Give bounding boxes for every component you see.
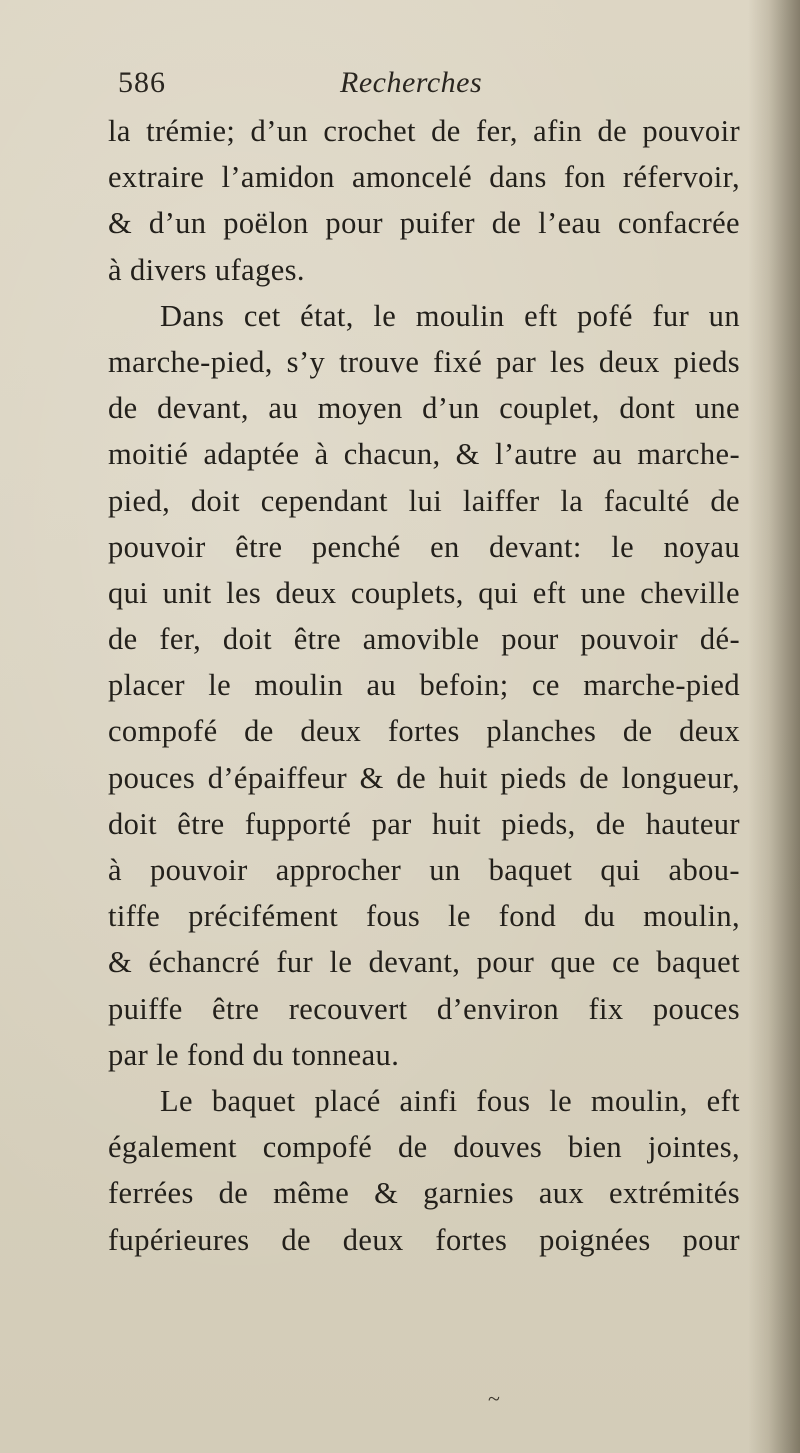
text-line: pouvoir être penché en devant: le noyau [108, 529, 740, 564]
page-edge-shadow [748, 0, 800, 1453]
catchword-mark: ~ [488, 1386, 500, 1411]
text-line: & d’un poëlon pour puifer de l’eau confacrée [108, 206, 740, 241]
text-line: ferrées de même & garnies aux extrémités [108, 1176, 740, 1211]
text-line: Dans cet état, le moulin eft pofé fur un [160, 298, 740, 333]
text-line: la trémie; d’un crochet de fer, afin de pouvoir [108, 114, 740, 148]
text-line: également compofé de douves bien jointes, [108, 1130, 740, 1165]
text-line: pied, doit cependant lui laiffer la faculté de [108, 483, 740, 518]
text-line: de fer, doit être amovible pour pouvoir dé- [108, 622, 740, 657]
text-line: à pouvoir approcher un baquet qui abou- [108, 853, 740, 887]
text-line: tiffe précifément fous le fond du moulin, [108, 899, 740, 934]
text-line: marche-pied, s’y trouve fixé par les deux pieds [108, 344, 740, 379]
text-line: placer le moulin au befoin; ce marche-pied [108, 668, 740, 703]
text-line: fupérieures de deux fortes poignées pour [108, 1222, 740, 1257]
page-header [118, 66, 718, 106]
text-line: compofé de deux fortes planches de deux [108, 714, 740, 749]
text-line: extraire l’amidon amoncelé dans fon réfervoir, [108, 160, 740, 195]
text-line: moitié adaptée à chacun, & l’autre au marche- [108, 437, 740, 472]
text-line: doit être fupporté par huit pieds, de hauteur [108, 806, 740, 841]
running-head: Recherches [340, 66, 483, 99]
text-line: de devant, au moyen d’un couplet, dont une [108, 391, 740, 426]
body-text [108, 108, 740, 1263]
text-line: à divers ufages. [108, 252, 305, 287]
text-line: & échancré fur le devant, pour que ce baquet [108, 945, 740, 980]
text-line: qui unit les deux couplets, qui eft une cheville [108, 575, 740, 610]
text-line: Le baquet placé ainfi fous le moulin, eft [160, 1083, 740, 1118]
page-number: 586 [118, 66, 166, 99]
text-line: puiffe être recouvert d’environ fix pouces [108, 991, 740, 1026]
text-line: par le fond du tonneau. [108, 1037, 400, 1072]
text-line: pouces d’épaiffeur & de huit pieds de longueur, [108, 760, 740, 795]
